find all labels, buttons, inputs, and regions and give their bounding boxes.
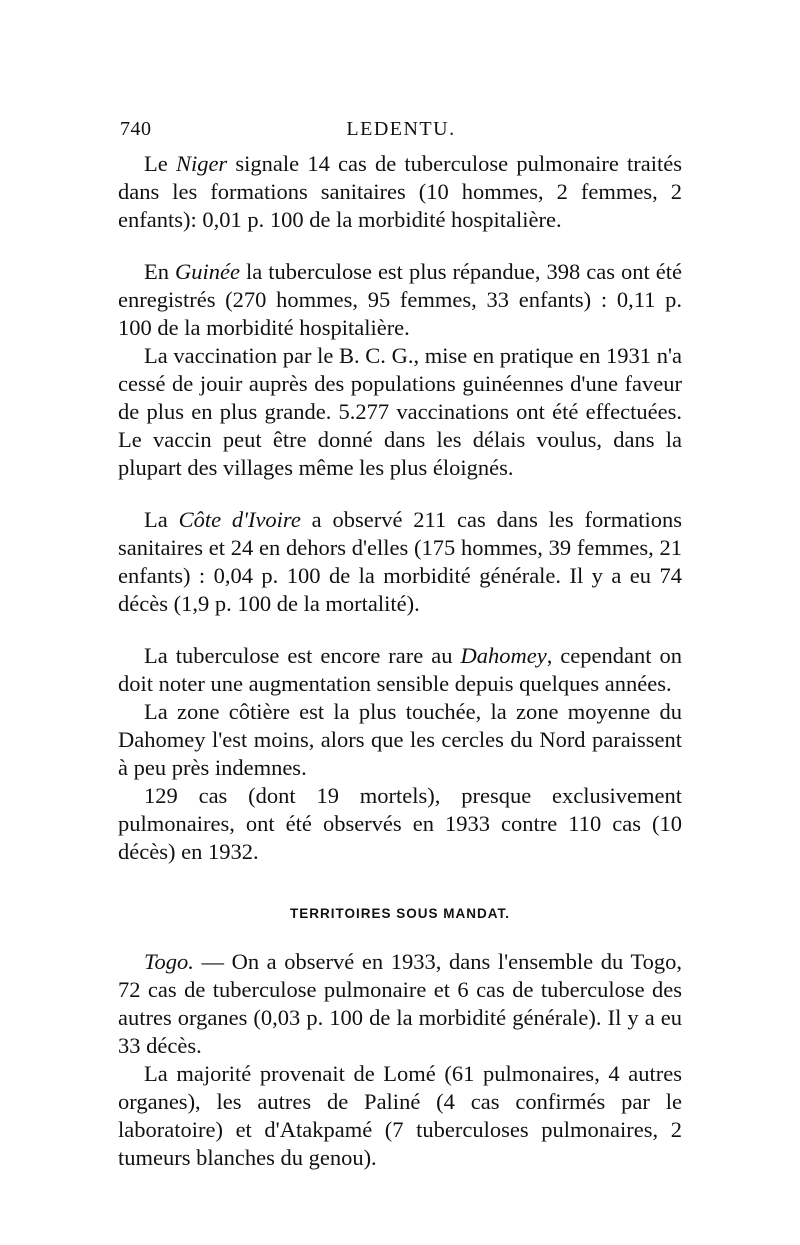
- place-name-dahomey: Dahomey: [460, 643, 547, 668]
- paragraph-cote-ivoire: [118, 506, 682, 618]
- section-heading: TERRITOIRES SOUS MANDAT.: [289, 906, 510, 921]
- text-run: Le: [144, 151, 176, 176]
- place-name-niger: Niger: [175, 151, 228, 176]
- text-run: La tuberculose est encore rare au: [144, 643, 461, 668]
- paragraph-cas-1933: [118, 782, 682, 866]
- page-number: 740: [120, 118, 152, 140]
- page-header: [120, 118, 682, 148]
- place-name-cote-ivoire: Côte d'Ivoire: [178, 507, 301, 532]
- place-name-guinee: Guinée: [175, 259, 240, 284]
- text-run: a observé 211 cas dans les formations sanitaires et 24 en dehors d'elles (175 hommes, 39 femmes, 21 enfants) : 0,04 p. 100 de la morbidité générale. Il y a eu 74 décès (1,9 p. 100 de la mortalité).: [118, 507, 682, 616]
- paragraph-lome: [118, 1060, 682, 1172]
- paragraph-togo: [118, 948, 682, 1060]
- text-run: la tuberculose est plus répandue, 398 cas ont été enregistrés (270 hommes, 95 femmes, 33 enfants) : 0,11 p. 100 de la morbidité hospitalière.: [118, 259, 682, 340]
- text-run: La majorité provenait de Lomé (61 pulmonaires, 4 autres organes), les autres de Paliné (4 cas confirmés par le laboratoire) et d'Atakpamé (7 tuberculoses pulmonaires, 2 tumeurs blanches du genou).: [118, 1061, 682, 1170]
- text-run: — On a observé en 1933, dans l'ensemble du Togo, 72 cas de tuberculose pulmonaire et 6 cas de tuberculose des autres organes (0,03 p. 100 de la morbidité générale). Il y a eu 33 décès.: [118, 949, 682, 1058]
- text-run: La zone côtière est la plus touchée, la zone moyenne du Dahomey l'est moins, alors que les cercles du Nord paraissent à peu près indemnes.: [118, 699, 682, 780]
- paragraph-vaccination: [118, 342, 682, 482]
- text-run: signale 14 cas de tuberculose pulmonaire traités dans les formations sanitaires (10 hommes, 2 femmes, 2 enfants): 0,01 p. 100 de la morbidité hospitalière.: [118, 151, 682, 232]
- paragraph-dahomey: [118, 642, 682, 698]
- place-name-togo: Togo.: [144, 949, 194, 974]
- text-run: La vaccination par le B. C. G., mise en pratique en 1931 n'a cessé de jouir auprès des populations guinéennes d'une faveur de plus en plus grande. 5.277 vaccinations ont été effectuées. Le vaccin peut être donné dans les délais voulus, dans la plupart des villages même les plus éloignés.: [118, 343, 682, 480]
- text-run: 129 cas (dont 19 mortels), presque exclusivement pulmonaires, ont été observés en 1933 contre 110 cas (10 décès) en 1932.: [118, 783, 682, 864]
- text-run: En: [144, 259, 175, 284]
- page-body: [118, 150, 682, 1172]
- paragraph-guinee: [118, 258, 682, 342]
- paragraph-niger: [118, 150, 682, 234]
- paragraph-zone-cotiere: [118, 698, 682, 782]
- text-run: La: [144, 507, 179, 532]
- running-head: LEDENTU.: [346, 118, 456, 140]
- text-run: , cependant on doit noter une augmentation sensible depuis quelques années.: [118, 643, 682, 696]
